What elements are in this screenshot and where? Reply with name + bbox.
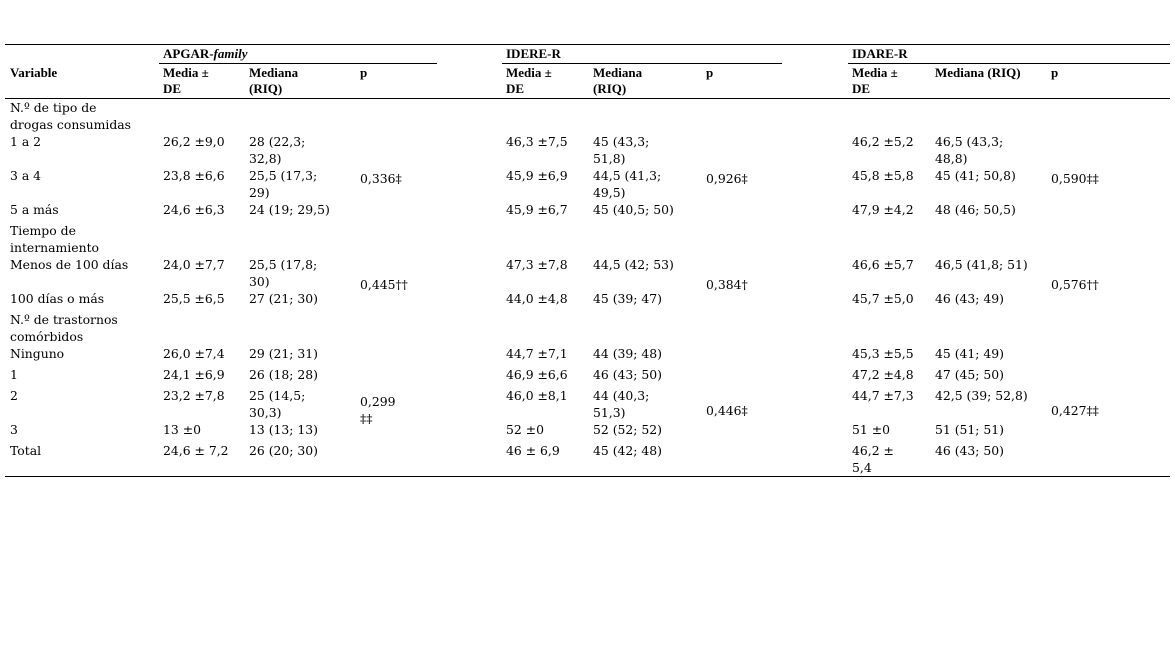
row-label-total: Total xyxy=(10,443,42,458)
media-line2: DE xyxy=(163,81,182,96)
header-idare-group: IDARE-R xyxy=(852,46,908,61)
table-top-rule xyxy=(5,44,1170,45)
header-apgar-group xyxy=(163,46,247,62)
idare-mediana-cell: 46 (43; 50) xyxy=(935,443,1005,458)
apgar-media-cell: 24,6 ± 7,2 xyxy=(163,443,229,458)
media-line1: Media ± xyxy=(163,65,209,80)
section-line: N.º de trastornos xyxy=(10,312,118,327)
idere-media-cell: 44,0 ±4,8 xyxy=(506,291,568,306)
apgar-mediana-cell xyxy=(249,133,305,167)
idere-media-cell: 46,9 ±6,6 xyxy=(506,367,568,382)
cell-line: 46,2 ± xyxy=(852,443,894,458)
apgar-p-cell: 0,336‡ xyxy=(360,171,402,186)
apgar-mediana-cell xyxy=(249,256,317,290)
apgar-p-cell xyxy=(360,393,395,427)
idare-p-header: p xyxy=(1051,65,1059,80)
cell-line: 0,299 xyxy=(360,394,396,409)
apgar-media-cell: 23,2 ±7,8 xyxy=(163,388,225,403)
row-label: 3 a 4 xyxy=(10,168,42,183)
cell-line: 30) xyxy=(249,274,270,289)
apgar-mediana-cell: 13 (13; 13) xyxy=(249,422,319,437)
apgar-mediana-cell xyxy=(249,167,317,201)
cell-line: 25 (14,5; xyxy=(249,388,306,403)
apgar-media-cell: 26,2 ±9,0 xyxy=(163,134,225,149)
apgar-mediana-cell: 24 (19; 29,5) xyxy=(249,202,330,217)
idare-p-cell: 0,590‡‡ xyxy=(1051,171,1099,186)
apgar-p-cell: 0,445†† xyxy=(360,277,408,292)
idere-media-cell: 52 ±0 xyxy=(506,422,544,437)
apgar-mediana-header xyxy=(249,65,298,97)
apgar-group-rule xyxy=(159,63,437,64)
header-idere-group: IDERE-R xyxy=(506,46,561,61)
row-label: 1 xyxy=(10,367,18,382)
idare-mediana-cell: 45 (41; 50,8) xyxy=(935,168,1016,183)
idere-media-cell: 46 ± 6,9 xyxy=(506,443,560,458)
cell-line: 45 (43,3; xyxy=(593,134,650,149)
idere-media-cell: 45,9 ±6,9 xyxy=(506,168,568,183)
cell-line: 25,5 (17,3; xyxy=(249,168,318,183)
media-line1: Media ± xyxy=(506,65,552,80)
cell-line: 32,8) xyxy=(249,151,282,166)
idare-p-cell: 0,427‡‡ xyxy=(1051,403,1099,418)
cell-line: 51,8) xyxy=(593,151,626,166)
cell-line: 49,5) xyxy=(593,185,626,200)
idere-p-cell: 0,926‡ xyxy=(706,171,748,186)
section-label-trastornos xyxy=(10,311,118,345)
apgar-media-cell: 26,0 ±7,4 xyxy=(163,346,225,361)
idare-p-cell: 0,576†† xyxy=(1051,277,1099,292)
media-line2: DE xyxy=(852,81,871,96)
idare-mediana-cell: 46,5 (41,8; 51) xyxy=(935,257,1028,272)
idere-media-cell: 46,0 ±8,1 xyxy=(506,388,568,403)
apgar-media-cell: 23,8 ±6,6 xyxy=(163,168,225,183)
section-line: drogas consumidas xyxy=(10,117,132,132)
idere-mediana-cell: 45 (42; 48) xyxy=(593,443,663,458)
row-label: Ninguno xyxy=(10,346,65,361)
idere-mediana-cell xyxy=(593,133,649,167)
cell-line: 28 (22,3; xyxy=(249,134,306,149)
section-line: N.º de tipo de xyxy=(10,100,97,115)
cell-line: 29) xyxy=(249,185,270,200)
idere-media-cell: 46,3 ±7,5 xyxy=(506,134,568,149)
idare-mediana-cell: 45 (41; 49) xyxy=(935,346,1005,361)
mediana-line1: Mediana xyxy=(593,65,643,80)
idere-mediana-cell: 44 (39; 48) xyxy=(593,346,663,361)
idere-p-cell: 0,446‡ xyxy=(706,403,748,418)
idere-media-cell: 45,9 ±6,7 xyxy=(506,202,568,217)
cell-line: 51,3) xyxy=(593,405,626,420)
idare-mediana-cell: 42,5 (39; 52,8) xyxy=(935,388,1028,403)
idare-media-cell: 51 ±0 xyxy=(852,422,890,437)
apgar-title-italic: family xyxy=(213,46,248,61)
idare-media-cell: 46,2 ±5,2 xyxy=(852,134,914,149)
idere-mediana-cell: 45 (39; 47) xyxy=(593,291,663,306)
table-bottom-rule xyxy=(5,476,1170,477)
idere-mediana-cell: 44,5 (42; 53) xyxy=(593,257,674,272)
idere-media-cell: 47,3 ±7,8 xyxy=(506,257,568,272)
apgar-title: APGAR- xyxy=(163,46,214,61)
cell-line: 48,8) xyxy=(935,151,968,166)
cell-line: 5,4 xyxy=(852,460,872,475)
row-label: 3 xyxy=(10,422,18,437)
apgar-media-cell: 24,0 ±7,7 xyxy=(163,257,225,272)
row-label: 5 a más xyxy=(10,202,59,217)
cell-line: 44 (40,3; xyxy=(593,388,650,403)
idare-media-cell: 47,2 ±4,8 xyxy=(852,367,914,382)
cell-line: 44,5 (41,3; xyxy=(593,168,662,183)
cell-line: 30,3) xyxy=(249,405,282,420)
header-bottom-rule xyxy=(5,98,1170,99)
idere-mediana-cell: 52 (52; 52) xyxy=(593,422,663,437)
idare-media-cell: 47,9 ±4,2 xyxy=(852,202,914,217)
section-line: Tiempo de xyxy=(10,223,76,238)
cell-line: 46,5 (43,3; xyxy=(935,134,1004,149)
idare-media-cell: 44,7 ±7,3 xyxy=(852,388,914,403)
cell-line: ‡‡ xyxy=(360,411,373,426)
media-line1: Media ± xyxy=(852,65,898,80)
apgar-mediana-cell: 27 (21; 30) xyxy=(249,291,319,306)
idere-mediana-cell xyxy=(593,387,649,421)
idere-p-header: p xyxy=(706,65,714,80)
idare-media-cell: 46,6 ±5,7 xyxy=(852,257,914,272)
idare-media-cell: 45,3 ±5,5 xyxy=(852,346,914,361)
row-label: Menos de 100 días xyxy=(10,257,129,272)
idere-mediana-header xyxy=(593,65,642,97)
apgar-media-cell: 13 ±0 xyxy=(163,422,201,437)
idare-media-header xyxy=(852,65,898,97)
idere-mediana-cell xyxy=(593,167,661,201)
apgar-media-header xyxy=(163,65,209,97)
idare-mediana-cell: 51 (51; 51) xyxy=(935,422,1005,437)
header-variable: Variable xyxy=(10,65,58,80)
idare-group-rule xyxy=(848,63,1170,64)
row-label: 1 a 2 xyxy=(10,134,42,149)
apgar-mediana-cell: 26 (18; 28) xyxy=(249,367,319,382)
idere-group-rule xyxy=(502,63,782,64)
mediana-line2: (RIQ) xyxy=(249,81,283,96)
apgar-mediana-cell: 29 (21; 31) xyxy=(249,346,319,361)
section-label-drogas xyxy=(10,99,131,133)
apgar-media-cell: 24,1 ±6,9 xyxy=(163,367,225,382)
section-label-tiempo xyxy=(10,222,99,256)
apgar-mediana-cell: 26 (20; 30) xyxy=(249,443,319,458)
idare-mediana-cell: 47 (45; 50) xyxy=(935,367,1005,382)
apgar-media-cell: 24,6 ±6,3 xyxy=(163,202,225,217)
idare-media-cell: 45,8 ±5,8 xyxy=(852,168,914,183)
idere-media-cell: 44,7 ±7,1 xyxy=(506,346,568,361)
row-label: 2 xyxy=(10,388,18,403)
mediana-line1: Mediana xyxy=(249,65,299,80)
apgar-media-cell: 25,5 ±6,5 xyxy=(163,291,225,306)
idere-mediana-cell: 45 (40,5; 50) xyxy=(593,202,674,217)
section-line: internamiento xyxy=(10,240,100,255)
idare-media-cell: 45,7 ±5,0 xyxy=(852,291,914,306)
idare-mediana-cell: 48 (46; 50,5) xyxy=(935,202,1016,217)
idare-mediana-cell: 46 (43; 49) xyxy=(935,291,1005,306)
idere-p-cell: 0,384† xyxy=(706,277,748,292)
cell-line: 25,5 (17,8; xyxy=(249,257,318,272)
media-line2: DE xyxy=(506,81,525,96)
idare-mediana-cell xyxy=(935,133,1003,167)
mediana-line2: (RIQ) xyxy=(593,81,627,96)
row-label: 100 días o más xyxy=(10,291,105,306)
idere-mediana-cell: 46 (43; 50) xyxy=(593,367,663,382)
section-line: comórbidos xyxy=(10,329,84,344)
apgar-mediana-cell xyxy=(249,387,305,421)
idare-mediana-header: Mediana (RIQ) xyxy=(935,65,1021,80)
idare-media-cell xyxy=(852,442,894,476)
idere-media-header xyxy=(506,65,552,97)
apgar-p-header: p xyxy=(360,65,368,80)
